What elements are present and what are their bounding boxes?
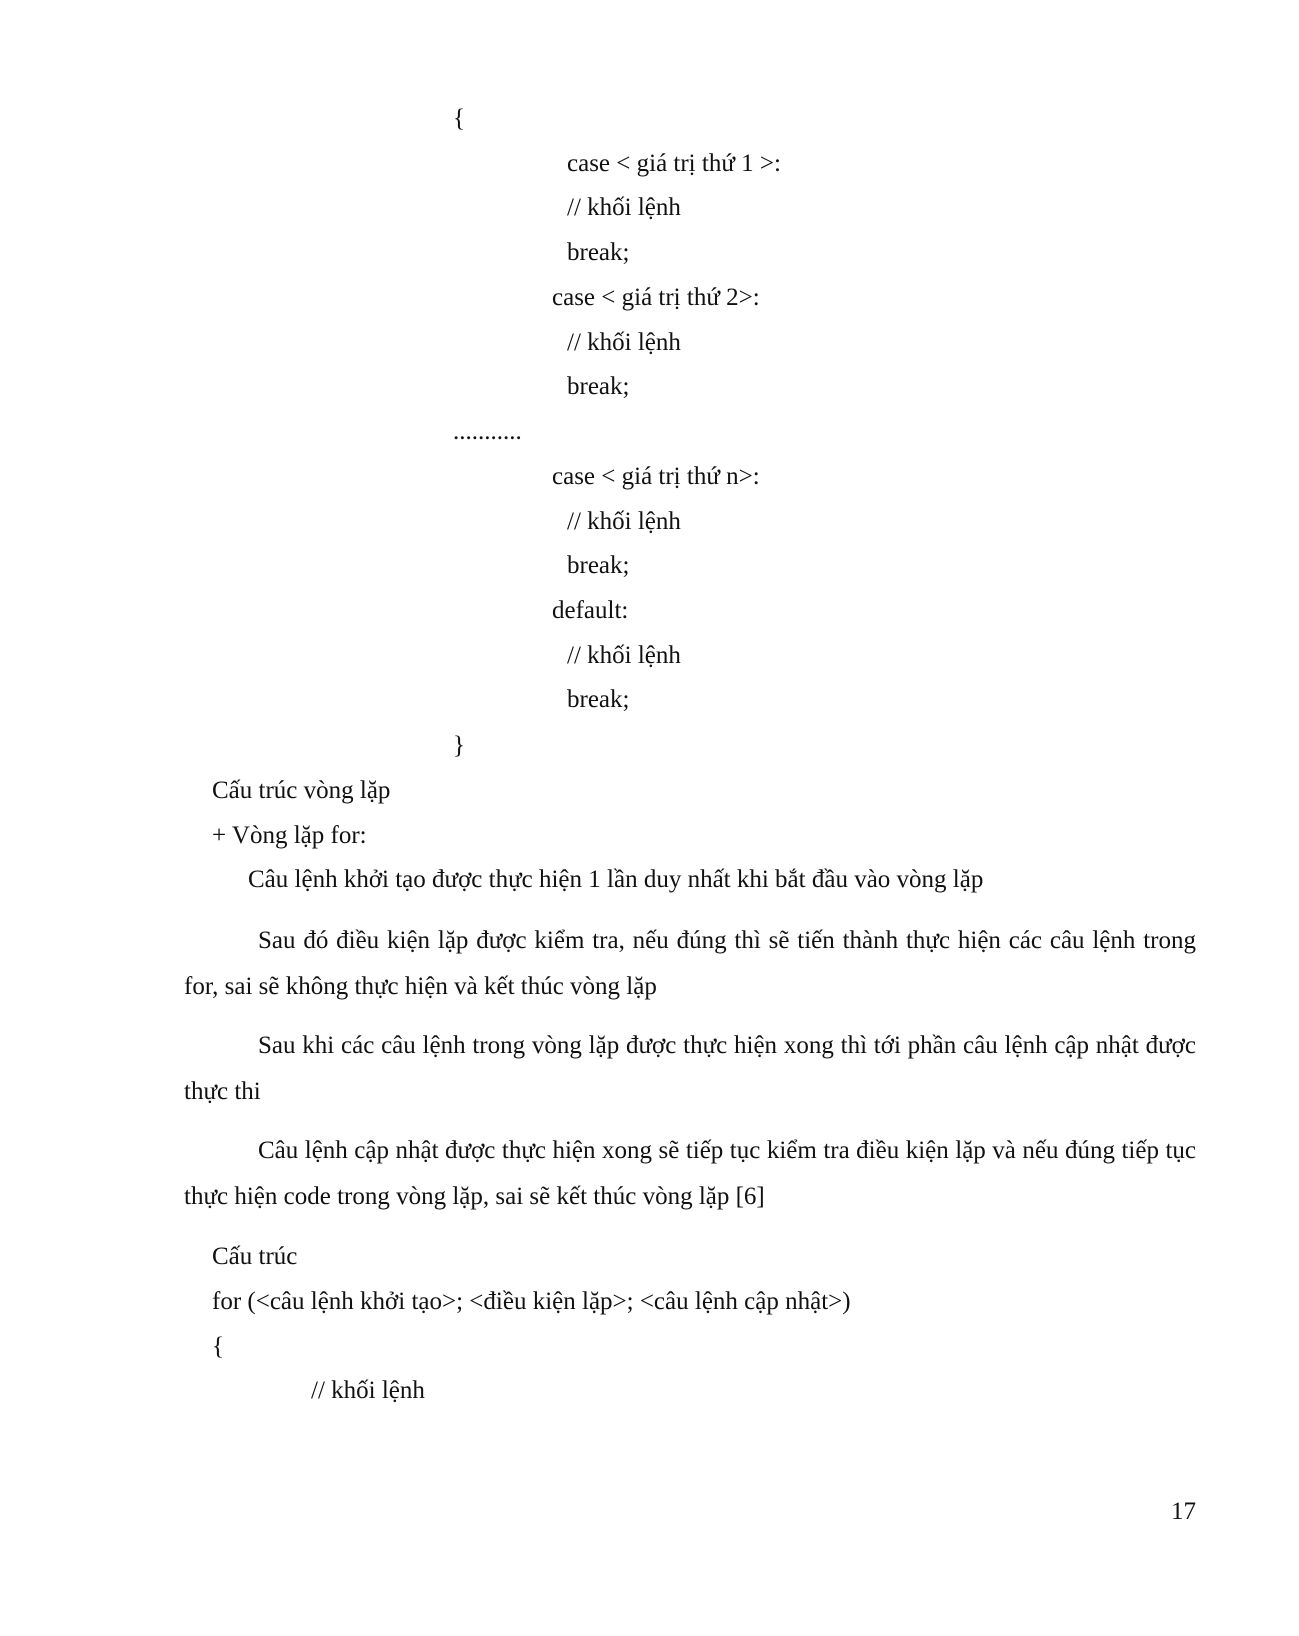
page-number: 17 bbox=[1171, 1498, 1196, 1525]
case-1-break: break; bbox=[567, 239, 630, 266]
default-comment: // khối lệnh bbox=[567, 642, 681, 669]
init-statement-line: Câu lệnh khởi tạo được thực hiện 1 lần duy nhất khi bắt đầu vào vòng lặp bbox=[248, 866, 984, 893]
case-n-comment: // khối lệnh bbox=[567, 508, 681, 535]
for-open-brace: { bbox=[212, 1333, 224, 1360]
case-1-comment: // khối lệnh bbox=[567, 194, 681, 221]
for-syntax-line: for (<câu lệnh khởi tạo>; <điều kiện lặp>; <câu lệnh cập nhật>) bbox=[212, 1288, 851, 1315]
case-2-label: case < giá trị thứ 2>: bbox=[552, 284, 760, 311]
case-ellipsis: ........... bbox=[453, 418, 522, 445]
default-label: default: bbox=[552, 597, 629, 624]
default-break: break; bbox=[567, 686, 630, 713]
case-n-break: break; bbox=[567, 552, 630, 579]
case-1-label: case < giá trị thứ 1 >: bbox=[567, 150, 781, 177]
for-loop-heading: + Vòng lặp for: bbox=[212, 822, 367, 849]
case-n-label: case < giá trị thứ n>: bbox=[552, 463, 760, 490]
case-2-comment: // khối lệnh bbox=[567, 329, 681, 356]
for-body-comment: // khối lệnh bbox=[311, 1377, 425, 1404]
for-structure-heading: Cấu trúc bbox=[212, 1243, 298, 1270]
loop-structure-heading: Cấu trúc vòng lặp bbox=[212, 777, 391, 804]
case-2-break: break; bbox=[567, 373, 630, 400]
update-paragraph: Sau khi các câu lệnh trong vòng lặp được thực hiện xong thì tới phần câu lệnh cập nhật được thực thi bbox=[184, 1032, 1196, 1105]
repeat-paragraph: Câu lệnh cập nhật được thực hiện xong sẽ tiếp tục kiểm tra điều kiện lặp và nếu đúng tiếp tục thực hiện code trong vòng lặp, sai sẽ kết thúc vòng lặp [6] bbox=[184, 1137, 1196, 1210]
switch-open-brace: { bbox=[453, 105, 465, 132]
condition-paragraph: Sau đó điều kiện lặp được kiểm tra, nếu đúng thì sẽ tiến thành thực hiện các câu lệnh trong for, sai sẽ không thực hiện và kết thúc vòng lặp bbox=[184, 927, 1196, 1000]
switch-close-brace: } bbox=[453, 732, 465, 759]
